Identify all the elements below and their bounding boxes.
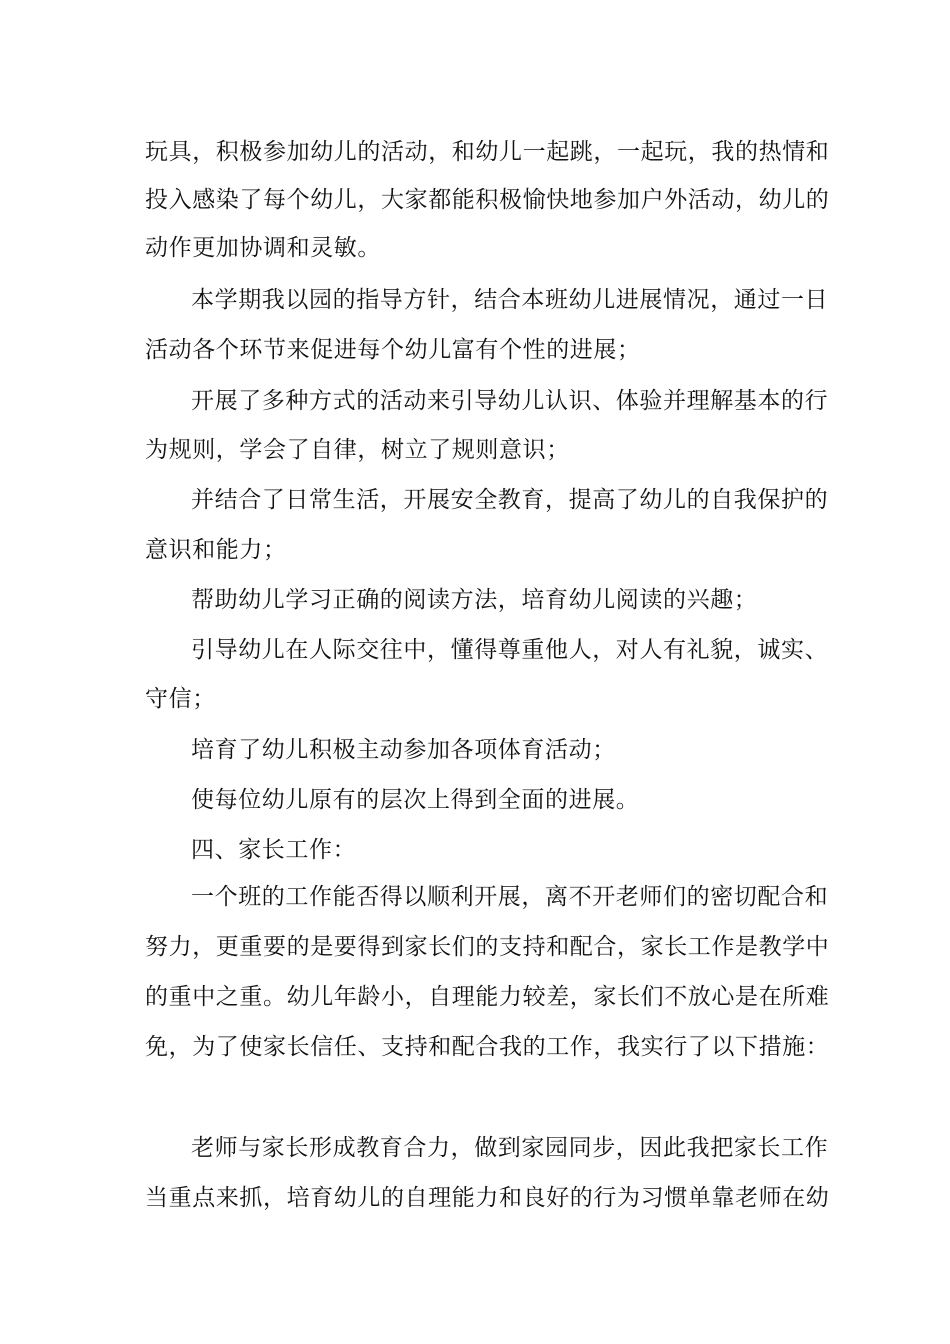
text-line-6: 开展了多种方式的活动来引导幼儿认识、体验并理解基本的行 [191, 388, 829, 414]
text-line-11: 引导幼儿在人际交往中，懂得尊重他人，对人有礼貌，诚实、 [191, 637, 829, 663]
text-line-16: 一个班的工作能否得以顺利开展，离不开老师们的密切配合和 [191, 884, 829, 910]
text-line-2: 投入感染了每个幼儿，大家都能积极愉快地参加户外活动，幼儿的 [145, 187, 830, 213]
text-line-7: 为规则，学会了自律，树立了规则意识； [145, 437, 570, 463]
text-line-10: 帮助幼儿学习正确的阅读方法，培育幼儿阅读的兴趣； [191, 587, 758, 613]
text-line-8: 并结合了日常生活，开展安全教育，提高了幼儿的自我保护的 [191, 487, 829, 513]
text-line-4: 本学期我以园的指导方针，结合本班幼儿进展情况，通过一日 [191, 287, 829, 313]
text-line-13: 培育了幼儿积极主动参加各项体育活动； [191, 737, 616, 763]
text-line-14: 使每位幼儿原有的层次上得到全面的进展。 [191, 787, 640, 813]
text-line-5: 活动各个环节来促进每个幼儿富有个性的进展； [145, 337, 641, 363]
text-line-17: 努力，更重要的是要得到家长们的支持和配合，家长工作是教学中 [145, 934, 830, 960]
text-line-15: 四、家长工作： [191, 837, 357, 863]
text-line-12: 守信； [145, 686, 216, 712]
text-line-1: 玩具，积极参加幼儿的活动，和幼儿一起跳，一起玩，我的热情和 [145, 139, 830, 165]
text-line-20: 老师与家长形成教育合力，做到家园同步，因此我把家长工作 [191, 1135, 829, 1161]
text-line-18: 的重中之重。幼儿年龄小，自理能力较差，家长们不放心是在所难 [145, 984, 830, 1010]
text-line-19: 免，为了使家长信任、支持和配合我的工作，我实行了以下措施： [145, 1034, 830, 1060]
text-line-21: 当重点来抓，培育幼儿的自理能力和良好的行为习惯单靠老师在幼 [145, 1185, 830, 1211]
text-line-3: 动作更加协调和灵敏。 [145, 235, 381, 261]
text-line-9: 意识和能力； [145, 537, 287, 563]
